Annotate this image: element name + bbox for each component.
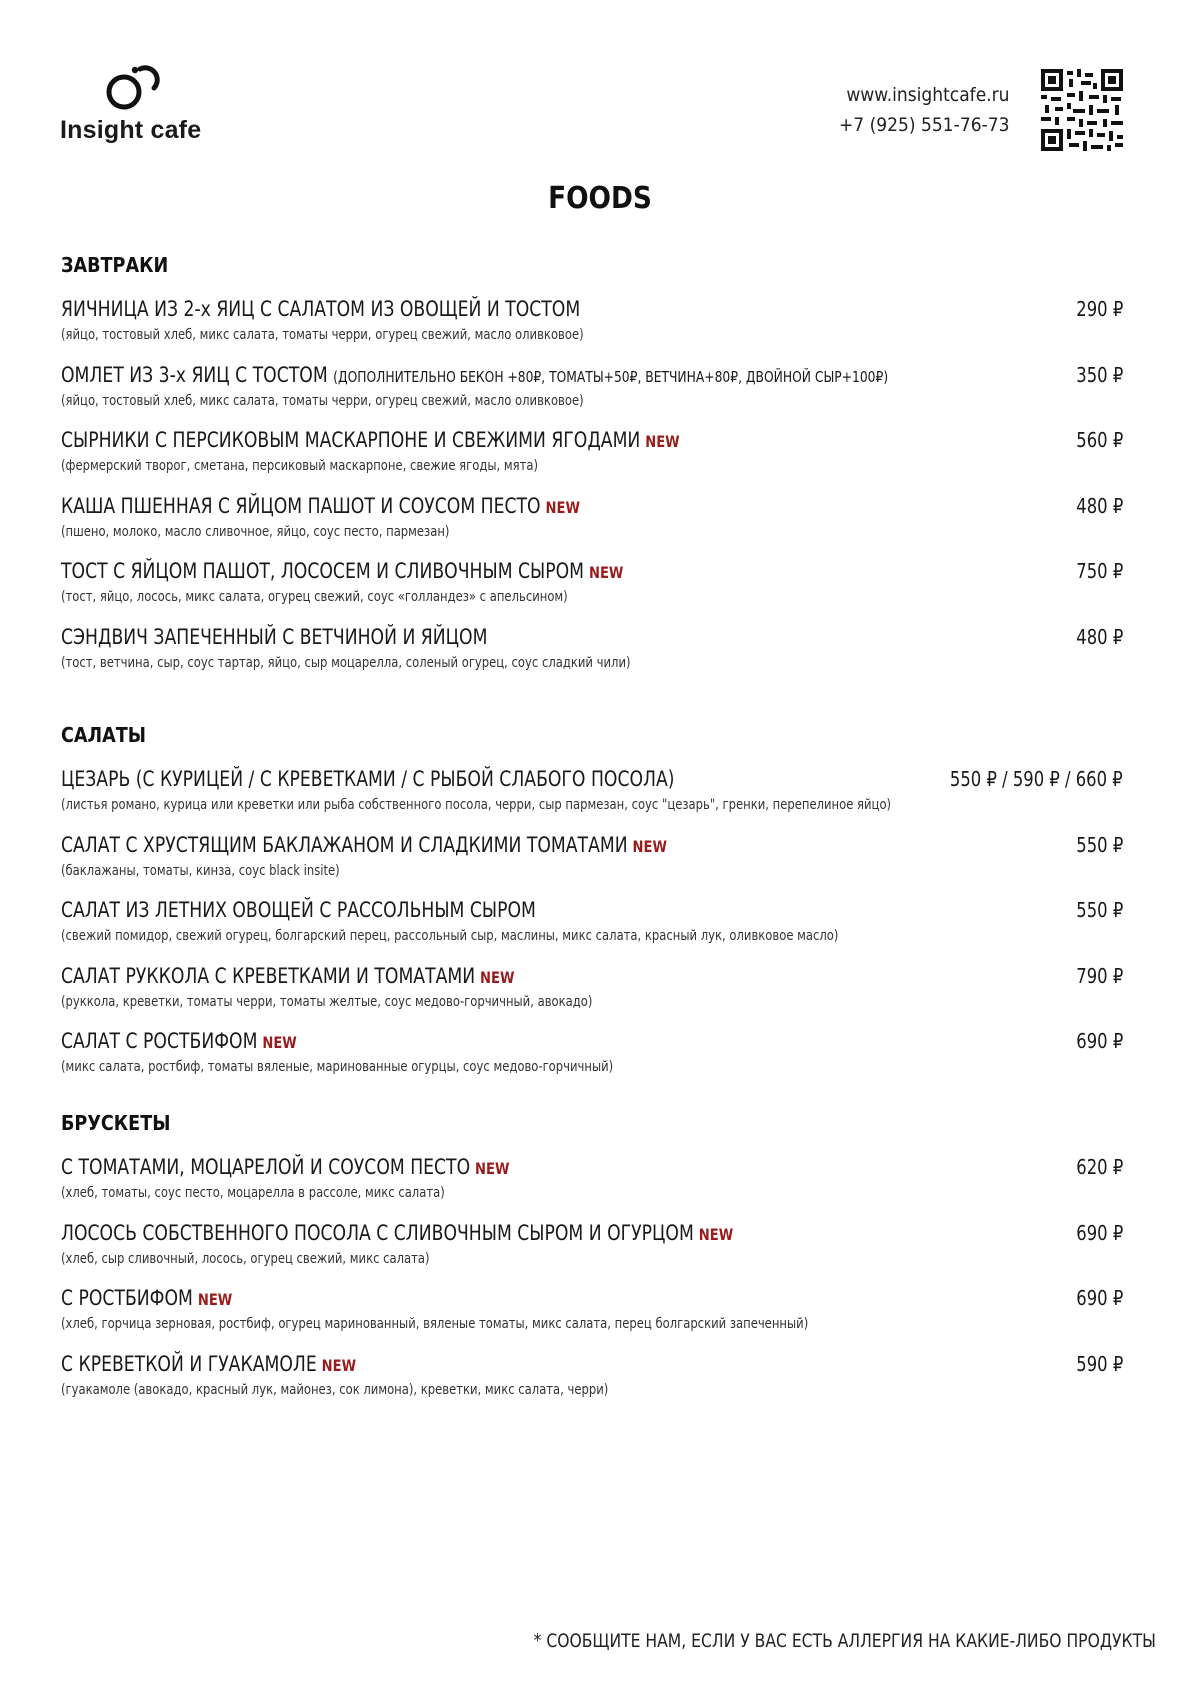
- item-price: 550 ₽ / 590 ₽ / 660 ₽: [950, 767, 1123, 791]
- item-name-line: [61, 964, 514, 988]
- new-badge: NEW: [698, 1224, 734, 1244]
- allergy-footnote: * СООБЩИТЕ НАМ, ЕСЛИ У ВАС ЕСТЬ АЛЛЕРГИЯ НА КАКИЕ-ЛИБО ПРОДУКТЫ: [533, 1630, 1156, 1652]
- item-description: (листья романо, курица или креветки или рыба собственного посола, черри, сыр пармезан, соус "цезарь", гренки, перепелиное яйцо): [61, 797, 892, 813]
- menu-item: [61, 428, 1123, 494]
- item-name-line: [61, 1221, 733, 1245]
- item-name: САЛАТ РУККОЛА С КРЕВЕТКАМИ И ТОМАТАМИ: [61, 963, 476, 988]
- item-description: (микс салата, ростбиф, томаты вяленые, маринованные огурцы, соус медово-горчичный): [61, 1059, 614, 1075]
- item-name-line: [61, 428, 680, 452]
- item-price: 550 ₽: [1076, 898, 1123, 922]
- item-description: (пшено, молоко, масло сливочное, яйцо, соус песто, пармезан): [61, 523, 450, 540]
- item-price: 690 ₽: [1076, 1286, 1123, 1310]
- section-salads: [61, 723, 1123, 1095]
- item-price: 290 ₽: [1076, 297, 1123, 321]
- menu-item: [61, 964, 1123, 1030]
- item-description: (свежий помидор, свежий огурец, болгарский перец, рассольный сыр, маслины, микс салата, красный лук, оливковое масло): [61, 928, 839, 944]
- item-price: 550 ₽: [1076, 832, 1123, 857]
- item-name: САЛАТ ИЗ ЛЕТНИХ ОВОЩЕЙ С РАССОЛЬНЫМ СЫРОМ: [61, 898, 536, 922]
- new-badge: NEW: [475, 1159, 510, 1178]
- item-name-line: [61, 494, 580, 518]
- menu-item: [61, 1352, 1123, 1418]
- item-price: 590 ₽: [1076, 1351, 1123, 1376]
- item-name: СЭНДВИЧ ЗАПЕЧЕННЫЙ С ВЕТЧИНОЙ И ЯЙЦОМ: [61, 624, 488, 649]
- contacts: [839, 80, 1010, 140]
- item-price: 480 ₽: [1076, 493, 1123, 518]
- menu-item: [61, 559, 1123, 625]
- item-price: 690 ₽: [1076, 1029, 1123, 1053]
- menu-item: [61, 1029, 1123, 1095]
- item-name-line: [61, 559, 623, 583]
- item-price: 560 ₽: [1076, 428, 1123, 452]
- item-price: 750 ₽: [1076, 559, 1123, 583]
- section-title: ЗАВТРАКИ: [61, 253, 169, 277]
- qr-code-icon[interactable]: [1041, 69, 1123, 151]
- item-name-line: [61, 625, 487, 649]
- item-description: (гуакамоле (авокадо, красный лук, майонез, сок лимона), креветки, микс салата, черри): [61, 1381, 609, 1398]
- page-title: FOODS: [548, 181, 652, 216]
- item-description: (баклажаны, томаты, кинза, соус black insite): [61, 862, 340, 879]
- new-badge: NEW: [545, 497, 580, 517]
- item-name: ЯИЧНИЦА ИЗ 2-х ЯИЦ С САЛАТОМ ИЗ ОВОЩЕЙ И ТОСТОМ: [61, 297, 581, 321]
- item-name-line: [61, 898, 536, 922]
- item-name: САЛАТ С РОСТБИФОМ: [61, 1029, 258, 1053]
- item-name: С ТОМАТАМИ, МОЦАРЕЛОЙ И СОУСОМ ПЕСТО: [61, 1155, 471, 1179]
- item-name: САЛАТ С ХРУСТЯЩИМ БАКЛАЖАНОМ И СЛАДКИМИ ТОМАТАМИ: [61, 832, 628, 857]
- item-description: (тост, ветчина, сыр, соус тартар, яйцо, сыр моцарелла, соленый огурец, соус сладкий чили): [61, 654, 631, 671]
- insight-logo-icon: [102, 62, 164, 112]
- item-name: ТОСТ С ЯЙЦОМ ПАШОТ, ЛОСОСЕМ И СЛИВОЧНЫМ СЫРОМ: [61, 559, 585, 583]
- new-badge: NEW: [588, 563, 624, 582]
- item-description: (фермерский творог, сметана, персиковый маскарпоне, свежие ягоды, мята): [61, 458, 538, 474]
- item-name-line: [61, 297, 580, 321]
- menu-item: [61, 363, 1123, 429]
- item-name-line: [61, 363, 888, 387]
- item-name-line: [61, 1155, 509, 1179]
- menu-item: [61, 1286, 1123, 1352]
- item-description: (яйцо, тостовый хлеб, микс салата, томаты черри, огурец свежий, масло оливковое): [61, 392, 584, 409]
- menu-item: [61, 1155, 1123, 1221]
- new-badge: NEW: [645, 432, 680, 451]
- item-price: 690 ₽: [1076, 1220, 1123, 1245]
- item-description: (тост, яйцо, лосось, микс салата, огурец свежий, соус «голландез» с апельсином): [61, 589, 568, 605]
- item-price: 480 ₽: [1076, 624, 1123, 649]
- menu-item: [61, 625, 1123, 691]
- menu-item: [61, 898, 1123, 964]
- new-badge: NEW: [321, 1355, 357, 1375]
- new-badge: NEW: [262, 1033, 297, 1052]
- item-name-line: [61, 767, 674, 791]
- phone-number[interactable]: +7 (925) 551-76-73: [839, 114, 1010, 136]
- item-name-line: [61, 1352, 356, 1376]
- website-link[interactable]: www.insightcafe.ru: [846, 84, 1010, 106]
- item-name: С КРЕВЕТКОЙ И ГУАКАМОЛЕ: [61, 1351, 317, 1376]
- item-name: ОМЛЕТ ИЗ 3-х ЯИЦ С ТОСТОМ: [61, 362, 328, 387]
- new-badge: NEW: [480, 967, 515, 987]
- item-description: (хлеб, томаты, соус песто, моцарелла в рассоле, микс салата): [61, 1185, 445, 1201]
- logo-text: Insight cafe: [60, 116, 202, 144]
- cafe-logo: [60, 62, 220, 145]
- item-price: 350 ₽: [1076, 362, 1123, 387]
- item-description: (руккола, креветки, томаты черри, томаты желтые, соус медово-горчичный, авокадо): [61, 993, 593, 1010]
- menu-item: [61, 297, 1123, 363]
- item-price: 620 ₽: [1076, 1155, 1123, 1179]
- item-name-line: [61, 1286, 232, 1310]
- item-name: КАША ПШЕННАЯ С ЯЙЦОМ ПАШОТ И СОУСОМ ПЕСТО: [61, 493, 541, 518]
- item-price: 790 ₽: [1076, 963, 1123, 988]
- item-description: (хлеб, горчица зерновая, ростбиф, огурец маринованный, вяленые томаты, микс салата, перец болгарский запеченный): [61, 1316, 809, 1332]
- new-badge: NEW: [632, 836, 667, 856]
- item-name-line: [61, 1029, 297, 1053]
- item-description: (яйцо, тостовый хлеб, микс салата, томаты черри, огурец свежий, масло оливковое): [61, 327, 584, 343]
- menu-item: [61, 767, 1123, 833]
- section-title: БРУСКЕТЫ: [61, 1111, 171, 1135]
- item-name: ЛОСОСЬ СОБСТВЕННОГО ПОСОЛА С СЛИВОЧНЫМ СЫРОМ И ОГУРЦОМ: [61, 1220, 694, 1245]
- item-name: С РОСТБИФОМ: [61, 1286, 193, 1310]
- section-bruschettas: [61, 1111, 1123, 1417]
- item-name-line: [61, 833, 667, 857]
- new-badge: NEW: [197, 1290, 233, 1309]
- menu-item: [61, 833, 1123, 899]
- menu-item: [61, 494, 1123, 560]
- item-name: СЫРНИКИ С ПЕРСИКОВЫМ МАСКАРПОНЕ И СВЕЖИМИ ЯГОДАМИ: [61, 428, 641, 452]
- section-breakfasts: [61, 253, 1123, 690]
- item-description: (хлеб, сыр сливочный, лосось, огурец свежий, микс салата): [61, 1250, 430, 1267]
- section-title: САЛАТЫ: [61, 723, 147, 747]
- item-name: ЦЕЗАРЬ (С КУРИЦЕЙ / С КРЕВЕТКАМИ / С РЫБОЙ СЛАБОГО ПОСОЛА): [61, 767, 675, 791]
- menu-item: [61, 1221, 1123, 1287]
- item-extras: (ДОПОЛНИТЕЛЬНО БЕКОН +80₽, ТОМАТЫ+50₽, ВЕТЧИНА+80₽, ДВОЙНОЙ СЫР+100₽): [333, 367, 889, 386]
